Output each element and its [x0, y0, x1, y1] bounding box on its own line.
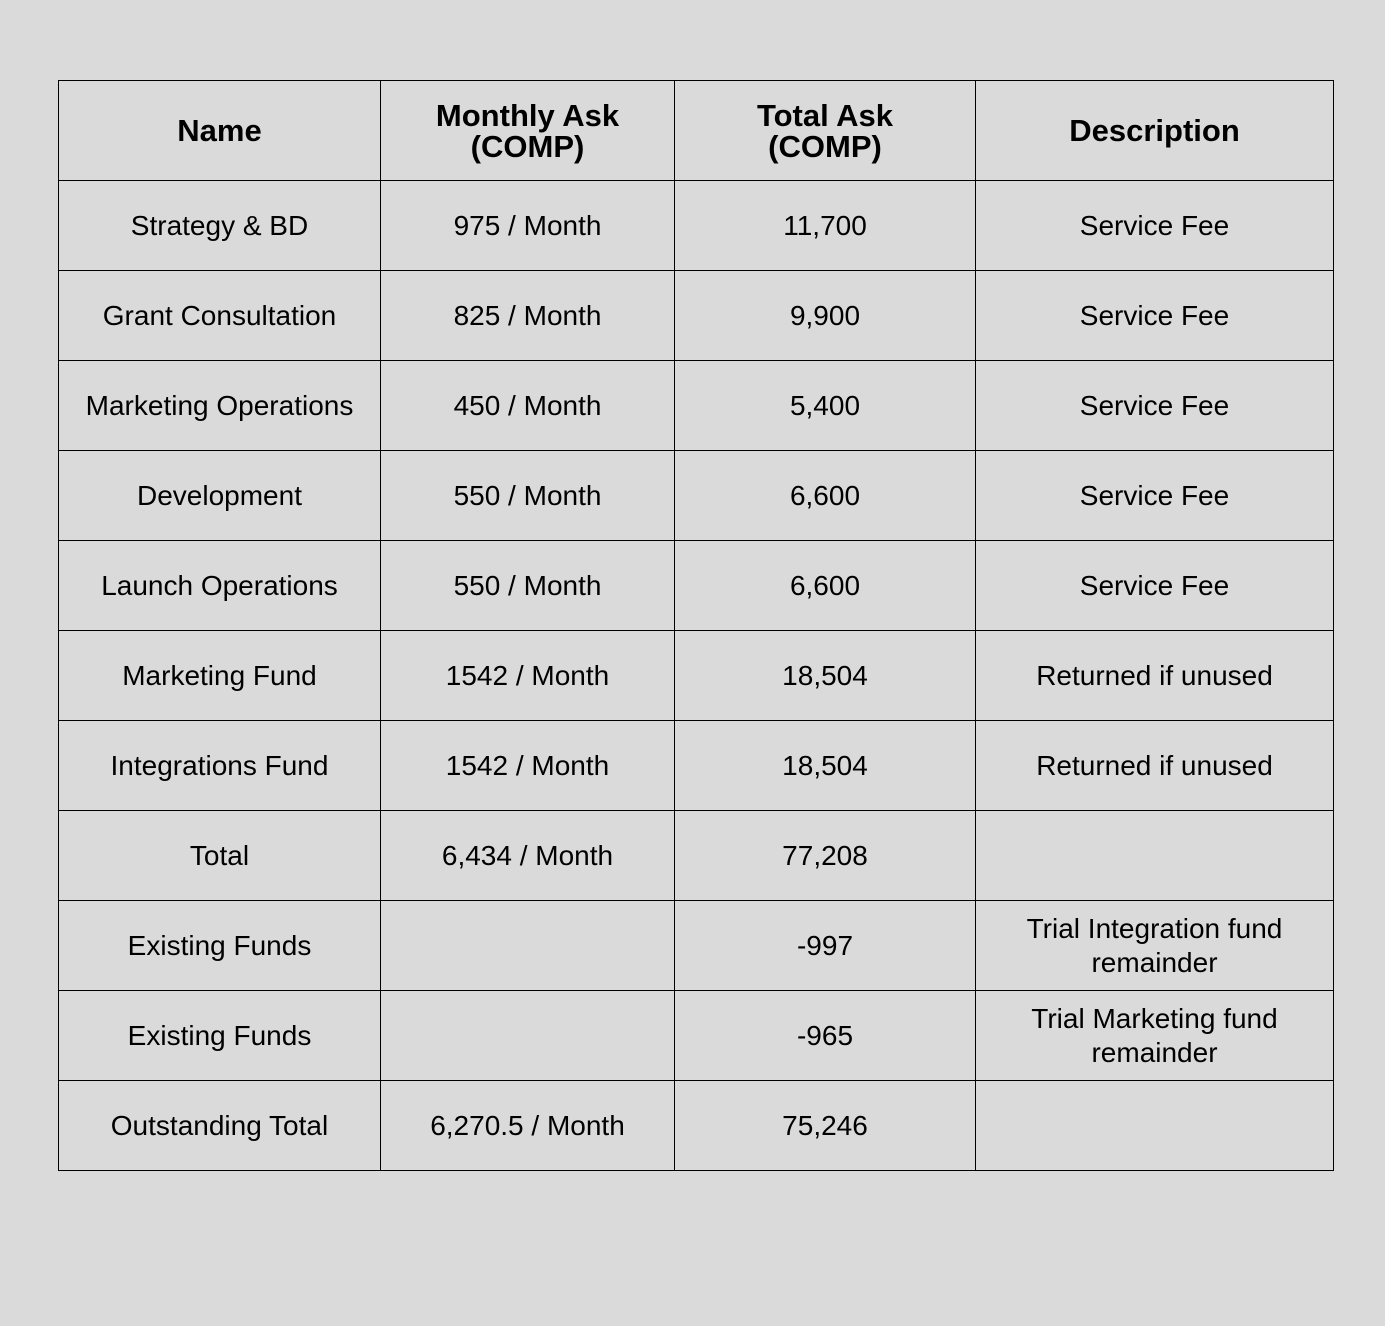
description-cell	[976, 451, 1334, 541]
table-row	[59, 631, 1334, 721]
monthly-ask-cell-text: 550 / Month	[453, 569, 602, 601]
total-ask-cell	[675, 631, 976, 721]
description-cell	[976, 811, 1334, 901]
header-monthly-ask	[381, 81, 675, 181]
name-cell	[59, 541, 381, 631]
monthly-ask-cell-text: 975 / Month	[453, 209, 602, 241]
name-cell-text: Strategy & BD	[130, 209, 309, 241]
total-ask-cell-text: 6,600	[789, 569, 861, 601]
description-cell-text: Trial Marketing fund remainder	[1031, 1002, 1278, 1068]
description-cell	[976, 991, 1334, 1081]
header-row	[59, 81, 1334, 181]
total-ask-cell	[675, 451, 976, 541]
total-ask-cell-text: 5,400	[789, 389, 861, 421]
table-row	[59, 1081, 1334, 1171]
description-cell-text: Service Fee	[1079, 209, 1230, 241]
monthly-ask-cell-text: 6,434 / Month	[441, 839, 614, 871]
header-total-ask-line1: Total Ask	[756, 97, 894, 133]
table-row	[59, 361, 1334, 451]
description-cell	[976, 361, 1334, 451]
name-cell-text: Total	[189, 839, 250, 871]
description-cell-text: Trial Integration fund remainder	[1026, 912, 1283, 978]
header-name-label: Name	[177, 113, 262, 148]
total-ask-cell-text: 9,900	[789, 299, 861, 331]
total-ask-cell	[675, 721, 976, 811]
header-total-ask	[675, 81, 976, 181]
description-cell-text: Service Fee	[1079, 569, 1230, 601]
table-row	[59, 811, 1334, 901]
total-ask-cell-text: -997	[796, 929, 854, 961]
description-cell	[976, 901, 1334, 991]
name-cell	[59, 721, 381, 811]
name-cell	[59, 811, 381, 901]
header-name	[59, 81, 381, 181]
name-cell-text: Launch Operations	[101, 569, 338, 601]
monthly-ask-cell-text: 825 / Month	[453, 299, 602, 331]
total-ask-cell	[675, 361, 976, 451]
monthly-ask-cell	[381, 901, 675, 991]
total-ask-cell	[675, 811, 976, 901]
monthly-ask-cell	[381, 991, 675, 1081]
monthly-ask-cell-text: 450 / Month	[453, 389, 602, 421]
table-row	[59, 181, 1334, 271]
budget-table	[58, 80, 1334, 1171]
monthly-ask-cell	[381, 811, 675, 901]
monthly-ask-cell	[381, 271, 675, 361]
total-ask-cell-text: 75,246	[782, 1109, 868, 1141]
total-ask-cell	[675, 541, 976, 631]
monthly-ask-cell-text: 1542 / Month	[445, 749, 610, 781]
monthly-ask-cell	[381, 181, 675, 271]
name-cell	[59, 451, 381, 541]
table-row	[59, 721, 1334, 811]
monthly-ask-cell-text: 1542 / Month	[445, 659, 610, 691]
name-cell-text: Integrations Fund	[110, 749, 329, 781]
total-ask-cell	[675, 1081, 976, 1171]
monthly-ask-cell	[381, 631, 675, 721]
monthly-ask-cell	[381, 451, 675, 541]
table-row	[59, 451, 1334, 541]
description-cell-text: Returned if unused	[1036, 659, 1273, 691]
table-row	[59, 541, 1334, 631]
name-cell-text: Grant Consultation	[102, 299, 337, 331]
description-cell-text: Returned if unused	[1036, 749, 1273, 781]
total-ask-cell-text: 77,208	[782, 839, 868, 871]
description-cell-text: Service Fee	[1079, 389, 1230, 421]
monthly-ask-cell	[381, 1081, 675, 1171]
name-cell	[59, 271, 381, 361]
total-ask-cell-text: 11,700	[783, 209, 867, 241]
monthly-ask-cell	[381, 721, 675, 811]
total-ask-cell-text: 18,504	[782, 749, 868, 781]
name-cell-text: Outstanding Total	[110, 1109, 329, 1141]
total-ask-cell	[675, 901, 976, 991]
name-cell	[59, 361, 381, 451]
description-cell	[976, 1081, 1334, 1171]
monthly-ask-cell-text: 550 / Month	[453, 479, 602, 511]
description-cell	[976, 541, 1334, 631]
name-cell-text: Marketing Fund	[122, 659, 317, 691]
table-row	[59, 901, 1334, 991]
description-cell	[976, 271, 1334, 361]
name-cell	[59, 1081, 381, 1171]
header-total-ask-line2: (COMP)	[768, 128, 882, 164]
header-monthly-ask-line2: (COMP)	[470, 128, 585, 164]
name-cell-text: Marketing Operations	[85, 389, 354, 421]
table-row	[59, 271, 1334, 361]
name-cell	[59, 991, 381, 1081]
description-cell	[976, 631, 1334, 721]
description-cell-text: Service Fee	[1079, 479, 1230, 511]
name-cell	[59, 901, 381, 991]
total-ask-cell	[675, 991, 976, 1081]
name-cell-text: Development	[137, 479, 302, 511]
description-cell-text: Service Fee	[1079, 299, 1230, 331]
total-ask-cell-text: -965	[796, 1019, 854, 1051]
total-ask-cell	[675, 271, 976, 361]
total-ask-cell-text: 6,600	[789, 479, 861, 511]
header-description-label: Description	[1069, 113, 1240, 148]
total-ask-cell-text: 18,504	[782, 659, 868, 691]
description-cell	[976, 181, 1334, 271]
description-cell	[976, 721, 1334, 811]
header-monthly-ask-line1: Monthly Ask	[435, 97, 620, 133]
name-cell-text: Existing Funds	[127, 1019, 312, 1051]
table-body	[59, 181, 1334, 1171]
name-cell	[59, 181, 381, 271]
table-row	[59, 991, 1334, 1081]
name-cell-text: Existing Funds	[127, 929, 312, 961]
monthly-ask-cell	[381, 541, 675, 631]
monthly-ask-cell-text: 6,270.5 / Month	[430, 1109, 625, 1141]
monthly-ask-cell	[381, 361, 675, 451]
total-ask-cell	[675, 181, 976, 271]
name-cell	[59, 631, 381, 721]
header-description	[976, 81, 1334, 181]
